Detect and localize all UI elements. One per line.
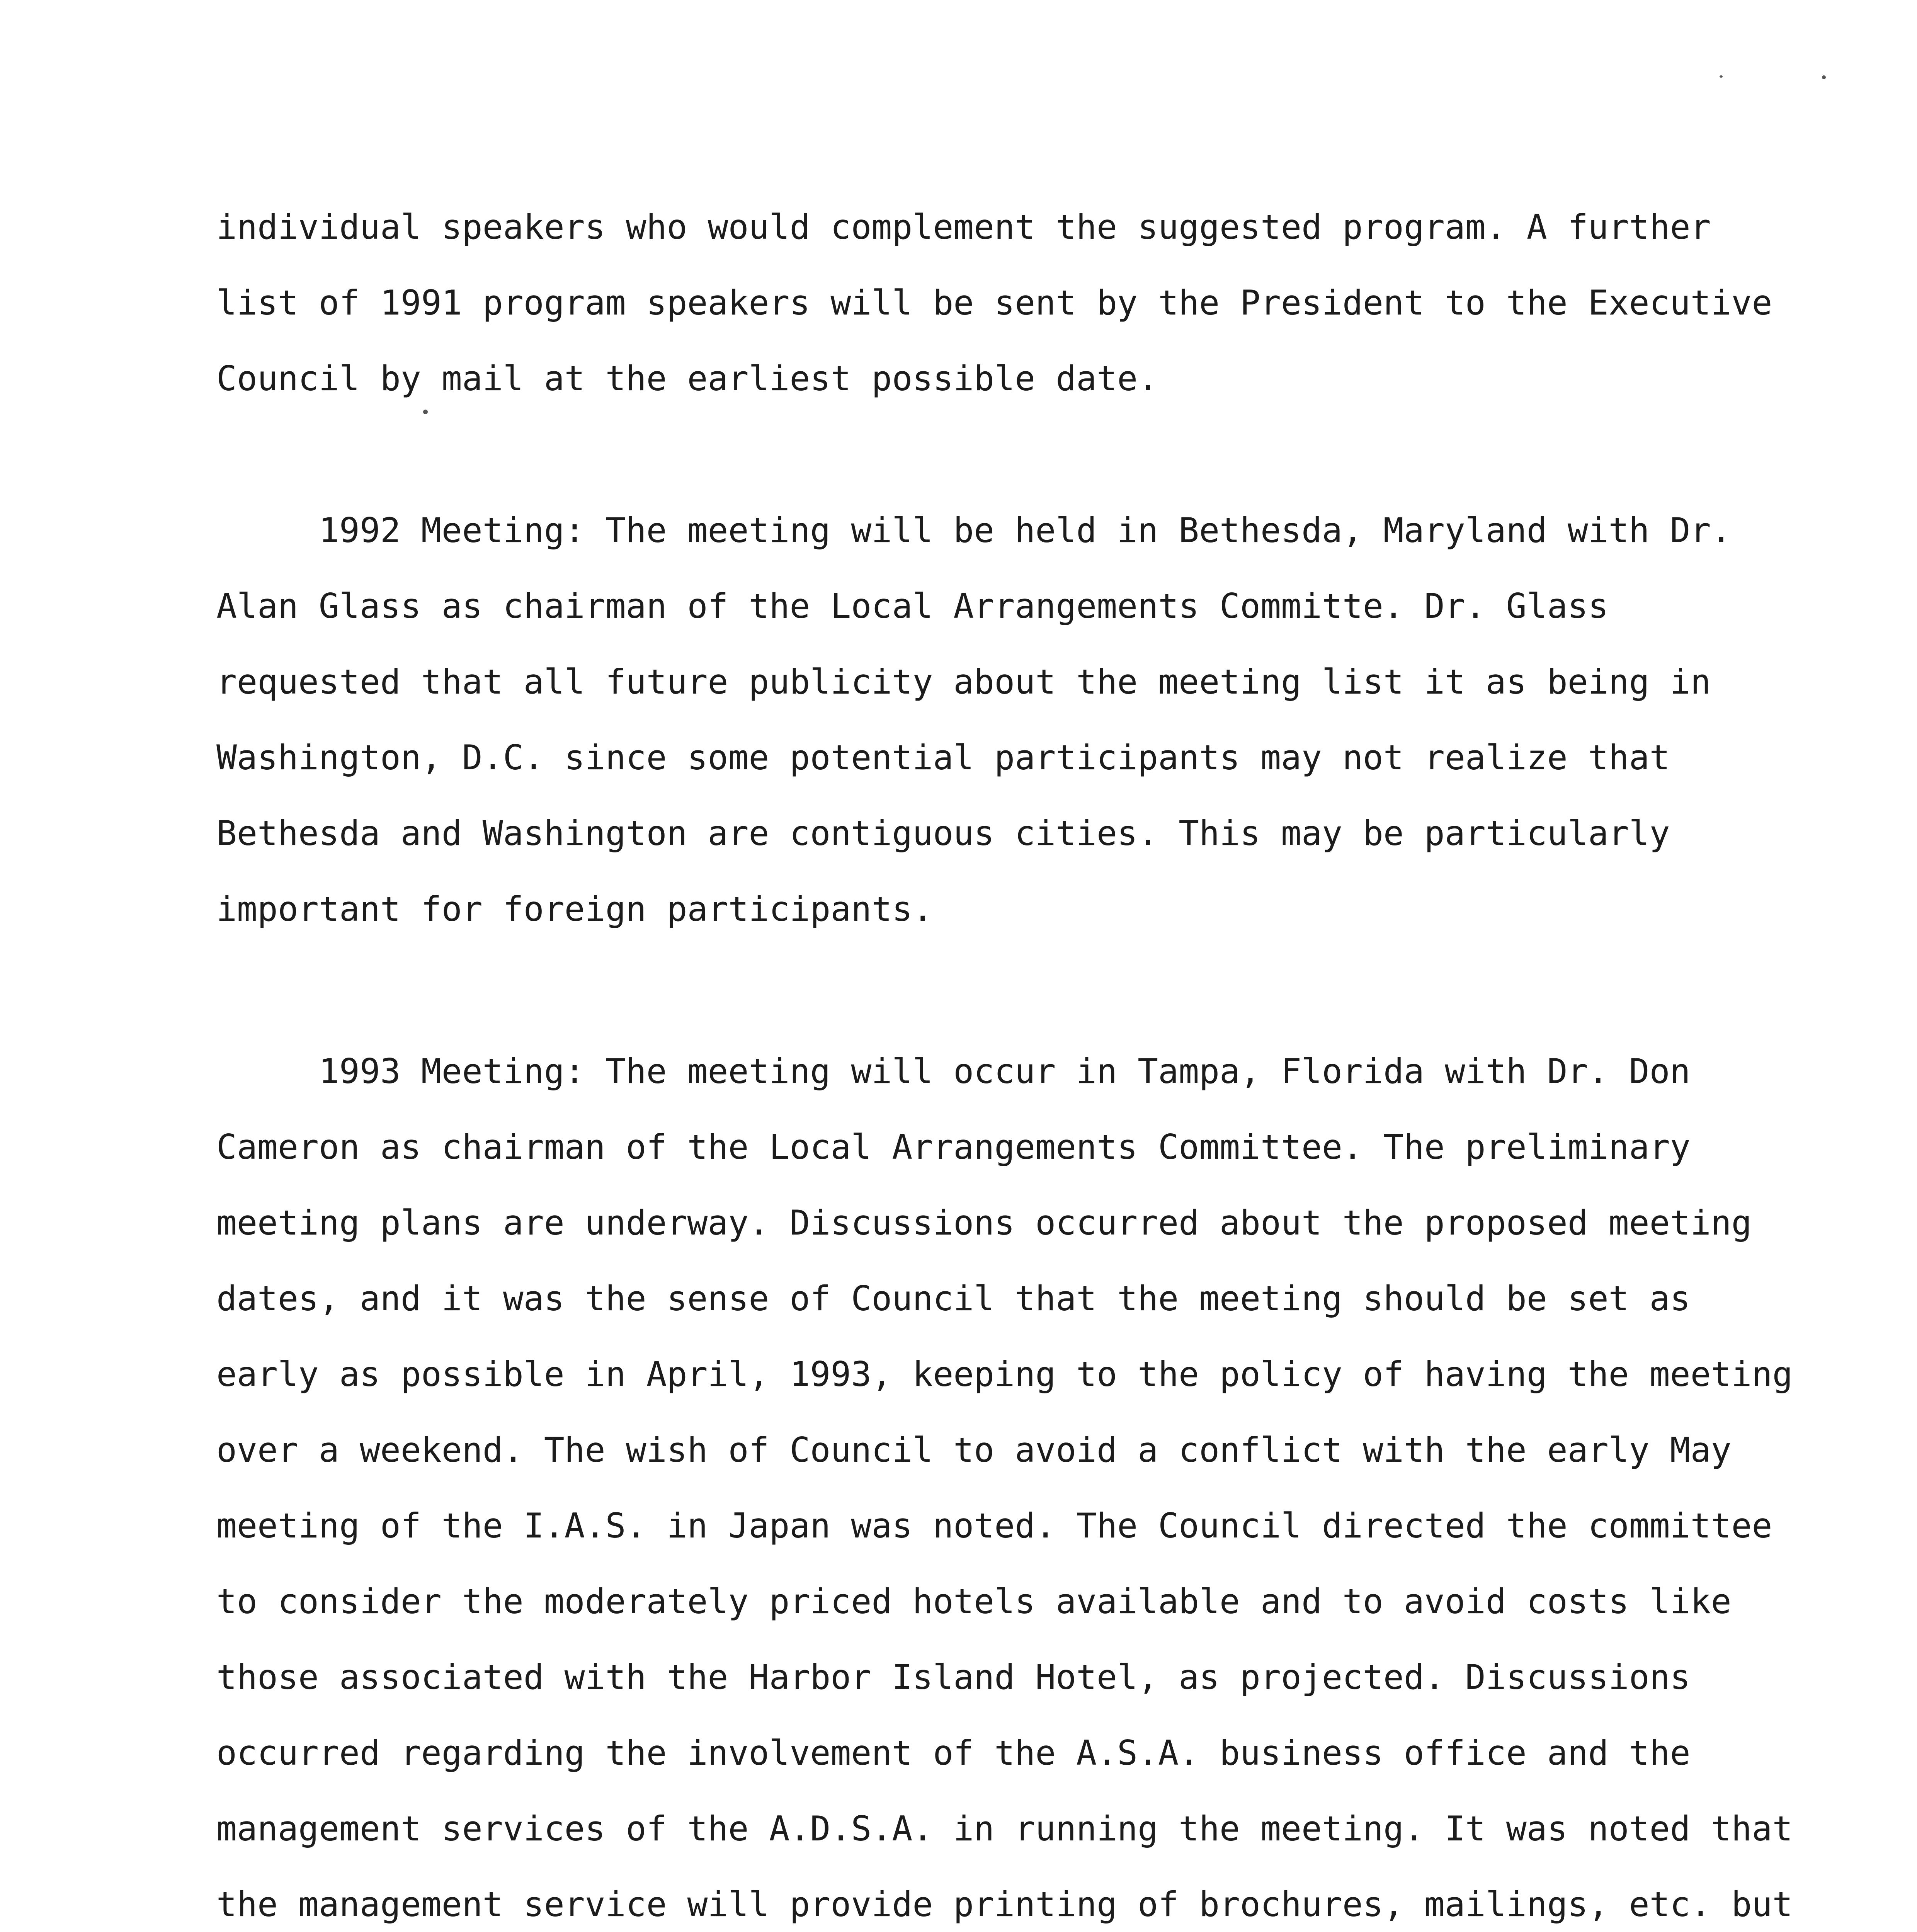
text-line: meeting of the I.A.S. in Japan was noted. The Council directed the committee (216, 1506, 1772, 1546)
text-line: Washington, D.C. since some potential participants may not realize that (216, 738, 1670, 777)
scan-speck (1720, 75, 1723, 78)
text-line: Alan Glass as chairman of the Local Arrangements Committe. Dr. Glass (216, 586, 1609, 626)
text-line: occurred regarding the involvement of the A.S.A. business office and the (216, 1733, 1691, 1773)
text-line: Bethesda and Washington are contiguous cities. This may be particularly (216, 813, 1670, 853)
text-line: list of 1991 program speakers will be sent by the President to the Executive (216, 283, 1772, 323)
text-line: important for foreign participants. (216, 889, 933, 929)
text-line: management services of the A.D.S.A. in running the meeting. It was noted that (216, 1809, 1793, 1849)
paragraph-1992-meeting (216, 493, 1732, 947)
text-line: Cameron as chairman of the Local Arrangements Committee. The preliminary (216, 1127, 1691, 1167)
text-line: those associated with the Harbor Island Hotel, as projected. Discussions (216, 1657, 1691, 1697)
text-line: individual speakers who would complement the suggested program. A further (216, 207, 1711, 247)
text-line: Council by mail at the earliest possible date. (216, 359, 1158, 398)
scan-speck (1822, 75, 1826, 79)
text-line: requested that all future publicity about the meeting list it as being in (216, 662, 1711, 702)
text-line: dates, and it was the sense of Council that the meeting should be set as (216, 1279, 1691, 1318)
text-line: over a weekend. The wish of Council to avoid a conflict with the early May (216, 1430, 1732, 1470)
text-line: to consider the moderately priced hotels available and to avoid costs like (216, 1582, 1732, 1621)
text-line: 1993 Meeting: The meeting will occur in Tampa, Florida with Dr. Don (216, 1051, 1691, 1091)
text-line: 1992 Meeting: The meeting will be held in Bethesda, Maryland with Dr. (216, 510, 1732, 550)
scan-speck (423, 410, 428, 414)
paragraph-1993-meeting (216, 1034, 1793, 1932)
text-line: meeting plans are underway. Discussions occurred about the proposed meeting (216, 1203, 1752, 1243)
paragraph-program-speakers (216, 189, 1772, 417)
text-line: the management service will provide printing of brochures, mailings, etc. but (216, 1884, 1793, 1924)
text-line: early as possible in April, 1993, keeping to the policy of having the meeting (216, 1354, 1793, 1394)
